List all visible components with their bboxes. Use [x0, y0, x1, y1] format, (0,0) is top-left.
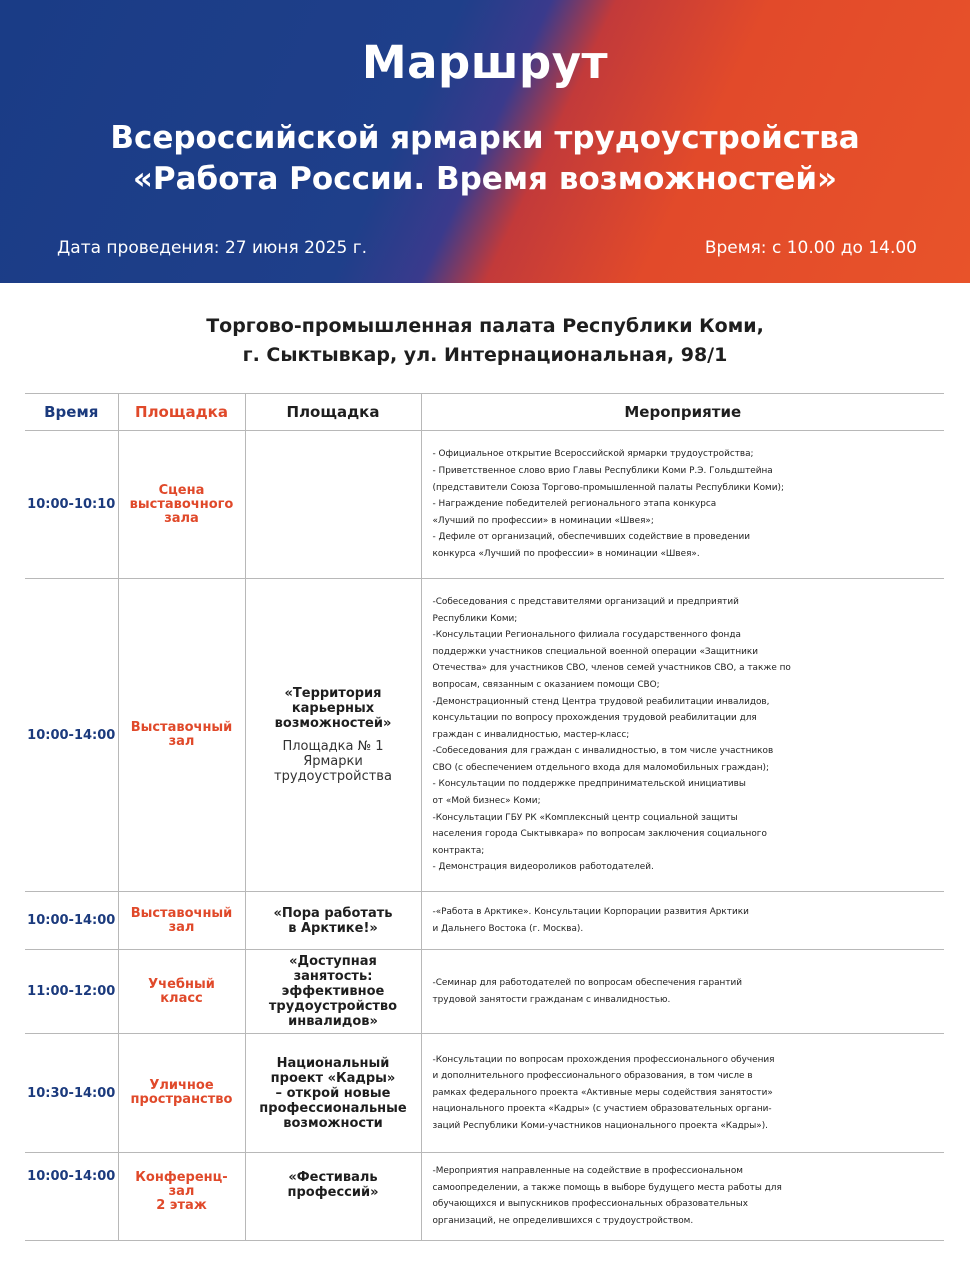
place-line: Сцена: [158, 482, 205, 498]
place-line: зала: [164, 510, 199, 526]
row-place: [118, 1034, 245, 1153]
site-title-line: возможности: [283, 1115, 383, 1131]
row-event: [421, 579, 944, 892]
event-line: обучающихся и выпускников профессиональных образовательных: [432, 1199, 749, 1210]
row-site: [245, 892, 421, 950]
row-time: 11:00-12:00: [25, 950, 118, 1034]
event-line: -Консультации по вопросам прохождения профессионального обучения: [432, 1054, 775, 1065]
site-title-line: эффективное: [281, 984, 385, 999]
event-line: рамках федерального проекта «Активные меры содействия занятости»: [432, 1087, 773, 1098]
event-line: -Собеседования для граждан с инвалидностью, в том числе участников: [432, 746, 774, 757]
site-title-line: инвалидов»: [288, 1014, 378, 1029]
place-line: 2 этаж: [156, 1198, 207, 1213]
site-title-line: профессиональные: [259, 1100, 407, 1116]
event-line: вопросам, связанным с оказанием помощи СВО;: [432, 679, 660, 690]
header-banner: [0, 0, 970, 283]
row-place: [118, 892, 245, 950]
row-event: [421, 1153, 944, 1241]
event-line: и Дальнего Востока (г. Москва).: [432, 923, 584, 934]
site-title-line: проект «Кадры»: [270, 1070, 396, 1086]
row-event: [421, 950, 944, 1034]
header-place: Площадка: [118, 394, 245, 431]
table-row: [25, 892, 944, 950]
row-time: 10:00-10:10: [25, 431, 118, 579]
site-title-line: в Арктике!»: [288, 920, 378, 936]
place-line: зал: [168, 919, 195, 935]
table-row: [25, 1153, 944, 1241]
place-line: зал: [168, 734, 195, 749]
site-title-line: – открой новые: [275, 1085, 391, 1101]
event-line: заций Республики Коми-участников национального проекта «Кадры»).: [432, 1120, 769, 1131]
site-title-line: «Пора работать: [273, 905, 393, 921]
row-site: [245, 579, 421, 892]
event-line: конкурса «Лучший по профессии» в номинации «Швея».: [432, 548, 700, 559]
site-title-line: возможностей»: [274, 716, 392, 731]
header-time: Время: [25, 394, 118, 431]
event-line: - Официальное открытие Всероссийской ярмарки трудоустройства;: [432, 449, 754, 460]
event-line: -Демонстрационный стенд Центра трудовой реабилитации инвалидов,: [432, 696, 770, 707]
site-subtitle-line: трудоустройства: [274, 769, 392, 784]
event-line: -«Работа в Арктике». Консультации Корпорации развития Арктики: [432, 906, 749, 917]
event-line: поддержки участников специальной военной операции «Защитники: [432, 646, 759, 657]
row-site: [245, 1153, 421, 1241]
row-time: 10:00-14:00: [25, 579, 118, 892]
site-title-line: трудоустройство: [268, 999, 398, 1014]
event-line: и дополнительного профессионального образования, в том числе в: [432, 1071, 753, 1082]
table-row: [25, 1034, 944, 1153]
page-subtitle: [0, 118, 970, 200]
event-line: граждан с инвалидностью, мастер-класс;: [432, 729, 630, 740]
place-line: Выставочный: [130, 720, 233, 735]
row-site: [245, 950, 421, 1034]
header-event: Мероприятие: [421, 394, 944, 431]
event-line: (представители Союза Торгово-промышленной палаты Республики Коми);: [432, 482, 784, 493]
event-date: Дата проведения: 27 июня 2025 г.: [57, 238, 368, 258]
row-place: [118, 579, 245, 892]
event-line: трудовой занятости гражданам с инвалидностью.: [432, 994, 671, 1005]
row-site: [245, 431, 421, 579]
event-line: -Мероприятия направленные на содействие в профессиональном: [432, 1166, 743, 1176]
event-line: от «Мой бизнес» Коми;: [432, 796, 541, 807]
event-line: - Награждение победителей регионального этапа конкурса: [432, 499, 717, 510]
site-title-line: «Доступная занятость:: [289, 954, 377, 984]
event-line: - Консультации по поддержке предпринимательской инициативы: [432, 779, 746, 790]
row-place: [118, 1153, 245, 1241]
place-line: класс: [160, 990, 203, 1006]
place-line: Учебный: [148, 976, 215, 992]
event-line: - Приветственное слово врио Главы Республики Коми Р.Э. Гольдштейна: [432, 466, 773, 477]
row-time: 10:00-14:00: [25, 1153, 118, 1241]
place-line: зал: [168, 1184, 195, 1199]
event-line: -Консультации Регионального филиала государственного фонда: [432, 630, 741, 641]
row-place: [118, 950, 245, 1034]
table-row: [25, 950, 944, 1034]
row-event: [421, 431, 944, 579]
row-time: 10:30-14:00: [25, 1034, 118, 1153]
place-line: выставочного: [129, 496, 234, 512]
event-line: - Демонстрация видеороликов работодателей.: [432, 862, 654, 873]
place-line: Выставочный: [130, 905, 233, 921]
site-subtitle-line: Площадка № 1: [282, 739, 384, 754]
site-title-line: Национальный: [276, 1055, 390, 1071]
row-place: [118, 431, 245, 579]
row-event: [421, 1034, 944, 1153]
event-line: контракта;: [432, 845, 485, 856]
site-title-line: карьерных: [291, 701, 375, 716]
event-line: - Дефиле от организаций, обеспечивших содействие в проведении: [432, 532, 751, 543]
venue-address: [0, 312, 970, 370]
place-line: Конференц-: [135, 1170, 228, 1185]
row-site: [245, 1034, 421, 1153]
header-site: Площадка: [245, 394, 421, 431]
event-time: Время: с 10.00 до 14.00: [704, 238, 917, 258]
row-event: [421, 892, 944, 950]
site-title-line: профессий»: [287, 1185, 379, 1200]
event-line: населения города Сыктывкара» по вопросам заключения социального: [432, 829, 767, 840]
venue-line-2: г. Сыктывкар, ул. Интернациональная, 98/1: [242, 344, 728, 366]
site-subtitle-line: Ярмарки: [303, 754, 363, 769]
event-line: организаций, не определившихся с трудоустройством.: [432, 1215, 694, 1226]
site-title-line: «Фестиваль: [288, 1170, 378, 1185]
subtitle-line-1: Всероссийской ярмарки трудоустройства: [110, 120, 860, 156]
place-line: пространство: [130, 1092, 233, 1107]
event-line: национального проекта «Кадры» (с участием образовательных органи-: [432, 1104, 772, 1115]
event-line: -Собеседования с представителями организаций и предприятий: [432, 596, 739, 607]
event-line: «Лучший по профессии» в номинации «Швея»;: [432, 515, 654, 526]
event-line: -Семинар для работодателей по вопросам обеспечения гарантий: [432, 977, 743, 988]
event-line: -Консультации ГБУ РК «Комплексный центр социальной защиты: [432, 812, 738, 823]
site-title-line: «Территория: [284, 686, 382, 701]
event-line: самоопределении, а также помощь в выборе будущего места работы для: [432, 1182, 782, 1193]
event-line: Республики Коми;: [432, 613, 518, 624]
venue-line-1: Торгово-промышленная палата Республики Коми,: [206, 315, 764, 337]
table-header-row: [25, 394, 944, 431]
event-line: СВО (с обеспечением отдельного входа для маломобильных граждан);: [432, 762, 769, 773]
page-title: Маршрут: [361, 36, 609, 89]
row-time: 10:00-14:00: [25, 892, 118, 950]
place-line: Уличное: [149, 1078, 214, 1093]
table-row: [25, 431, 944, 579]
event-line: Отечества» для участников СВО, членов семей участников СВО, а также по: [432, 663, 791, 674]
table-row: [25, 579, 944, 892]
event-line: консультации по вопросу прохождения трудовой реабилитации для: [432, 713, 757, 724]
subtitle-line-2: «Работа России. Время возможностей»: [132, 161, 838, 197]
schedule-table: [25, 393, 944, 1241]
